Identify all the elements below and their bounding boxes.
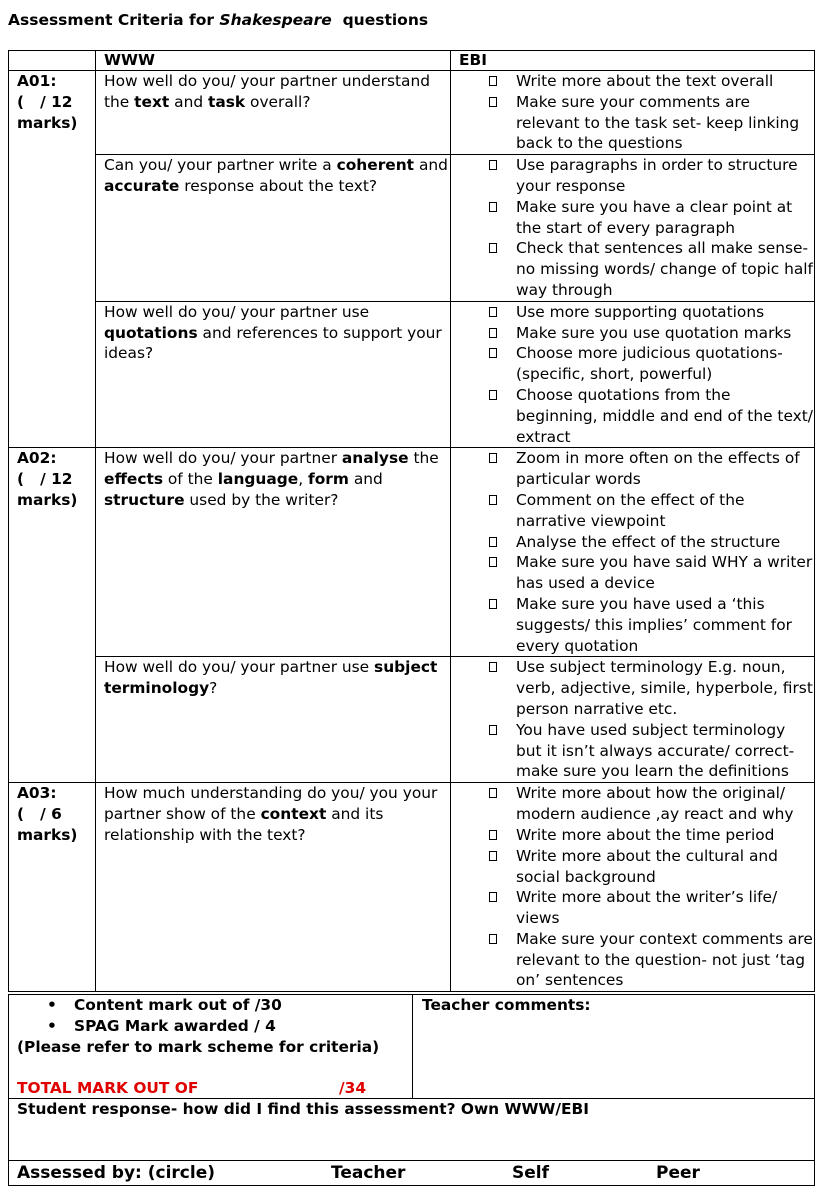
ebi-item: Write more about how the original/ modern audience ,ay react and why — [459, 783, 814, 825]
ebi-item: Check that sentences all make sense- no missing words/ change of topic half way through — [459, 238, 814, 300]
a01-marks-word: marks) — [17, 113, 78, 132]
option-teacher[interactable]: Teacher — [331, 1163, 406, 1183]
ebi-item: Use subject terminology E.g. noun, verb, adjective, simile, hyperbole, first person narrative etc. — [459, 657, 814, 719]
teacher-comments-label: Teacher comments: — [422, 996, 591, 1014]
a01-ebi-3 — [451, 301, 815, 448]
a02-row-1 — [9, 448, 815, 657]
ebi-item: Make sure your context comments are relevant to the question- not just ‘tag on’ sentences — [459, 929, 814, 991]
a01-row-1 — [9, 71, 815, 155]
ebi-item: Choose quotations from the beginning, middle and end of the text/ extract — [459, 385, 814, 447]
option-self[interactable]: Self — [512, 1163, 549, 1183]
assessed-by-label: Assessed by: (circle) — [17, 1163, 216, 1183]
teacher-comments[interactable] — [413, 995, 815, 1099]
criteria-table — [8, 50, 815, 992]
header-row — [9, 51, 815, 71]
option-peer[interactable]: Peer — [656, 1163, 700, 1183]
content-mark: • Content mark out of /30 — [17, 995, 412, 1016]
ebi-item: Zoom in more often on the effects of particular words — [459, 448, 814, 490]
ebi-item: Make sure your comments are relevant to the task set- keep linking back to the questions — [459, 92, 814, 154]
checkbox-icon — [489, 243, 497, 253]
marks-list — [9, 995, 412, 1037]
a03-marks-word: marks) — [17, 825, 78, 844]
a01-ebi-2 — [451, 155, 815, 302]
a02-ebi-2 — [451, 657, 815, 783]
checkbox-icon — [489, 788, 497, 798]
ebi-item: Make sure you use quotation marks — [459, 323, 814, 344]
title-suffix: questions — [331, 11, 429, 29]
title-emphasis: Shakespeare — [219, 11, 332, 29]
checkbox-icon — [489, 97, 497, 107]
a02-label — [9, 448, 96, 783]
title-prefix: Assessment Criteria for — [8, 11, 220, 29]
a02-www-1: How well do you/ your partner analyse the effects of the language, form and structure used by the writer? — [96, 448, 451, 657]
a01-row-3 — [9, 301, 815, 448]
ebi-item: Write more about the cultural and social background — [459, 846, 814, 888]
ebi-item: You have used subject terminology but it isn’t always accurate/ correct- make sure you learn the definitions — [459, 720, 814, 782]
refer-note: (Please refer to mark scheme for criteria) — [17, 1038, 380, 1056]
student-row — [9, 1099, 815, 1161]
ebi-item: Make sure you have a clear point at the start of every paragraph — [459, 197, 814, 239]
a03-label-line: A03: — [17, 784, 57, 803]
ebi-item: Make sure you have used a ‘this suggests/ this implies’ comment for every quotation — [459, 594, 814, 656]
checkbox-icon — [489, 537, 497, 547]
a03-ebi-1 — [451, 783, 815, 992]
checkbox-icon — [489, 725, 497, 735]
checkbox-icon — [489, 892, 497, 902]
checkbox-icon — [489, 202, 497, 212]
a01-row-2 — [9, 155, 815, 302]
a01-label — [9, 71, 96, 448]
marks-summary — [9, 995, 413, 1099]
spag-mark: • SPAG Mark awarded / 4 — [17, 1016, 412, 1037]
a01-label-line: A01: — [17, 72, 57, 90]
checkbox-icon — [489, 390, 497, 400]
checkbox-icon — [489, 160, 497, 170]
footer-table — [8, 994, 815, 1186]
a02-marks-line: ( / 12 — [17, 470, 73, 489]
checkbox-icon — [489, 934, 497, 944]
a02-ebi-1 — [451, 448, 815, 657]
assessed-by — [9, 1161, 815, 1186]
total-mark — [9, 1078, 412, 1098]
header-www: WWW — [96, 51, 451, 71]
checkbox-icon — [489, 662, 497, 672]
ebi-item: Write more about the writer’s life/ views — [459, 887, 814, 929]
page-title — [8, 10, 428, 31]
header-ebi: EBI — [451, 51, 815, 71]
ebi-item: Write more about the time period — [459, 825, 814, 846]
header-blank — [9, 51, 96, 71]
a02-row-2 — [9, 657, 815, 783]
ebi-item: Make sure you have said WHY a writer has used a device — [459, 552, 814, 594]
checkbox-icon — [489, 328, 497, 338]
checkbox-icon — [489, 557, 497, 567]
a03-label — [9, 783, 96, 992]
a01-ebi-1 — [451, 71, 815, 155]
a01-marks-line: ( / 12 — [17, 92, 73, 111]
a02-label-line: A02: — [17, 449, 57, 468]
ebi-item: Use paragraphs in order to structure your response — [459, 155, 814, 197]
checkbox-icon — [489, 830, 497, 840]
checkbox-icon — [489, 348, 497, 358]
checkbox-icon — [489, 453, 497, 463]
a02-www-2: How well do you/ your partner use subject terminology? — [96, 657, 451, 783]
checkbox-icon — [489, 495, 497, 505]
a03-www-1: How much understanding do you/ you your partner show of the context and its relationship with the text? — [96, 783, 451, 992]
checkbox-icon — [489, 599, 497, 609]
checkbox-icon — [489, 307, 497, 317]
ebi-item: Choose more judicious quotations- (specific, short, powerful) — [459, 343, 814, 385]
student-response-label: Student response- how did I find this assessment? Own WWW/EBI — [17, 1100, 589, 1118]
assessed-row — [9, 1161, 815, 1186]
total-label: TOTAL MARK OUT OF — [17, 1079, 199, 1097]
a02-marks-word: marks) — [17, 490, 78, 509]
a01-www-3: How well do you/ your partner use quotations and references to support your ideas? — [96, 301, 451, 448]
checkbox-icon — [489, 76, 497, 86]
a03-marks-line: ( / 6 — [17, 805, 62, 824]
a03-row-1 — [9, 783, 815, 992]
a01-www-1: How well do you/ your partner understand the text and task overall? — [96, 71, 451, 155]
student-response[interactable] — [9, 1099, 815, 1161]
checkbox-icon — [489, 851, 497, 861]
a01-www-2: Can you/ your partner write a coherent and accurate response about the text? — [96, 155, 451, 302]
ebi-item: Comment on the effect of the narrative viewpoint — [459, 490, 814, 532]
ebi-item: Write more about the text overall — [459, 71, 814, 92]
ebi-item: Use more supporting quotations — [459, 302, 814, 323]
marks-row — [9, 995, 815, 1099]
total-value: /34 — [339, 1079, 367, 1097]
ebi-item: Analyse the effect of the structure — [459, 532, 814, 553]
